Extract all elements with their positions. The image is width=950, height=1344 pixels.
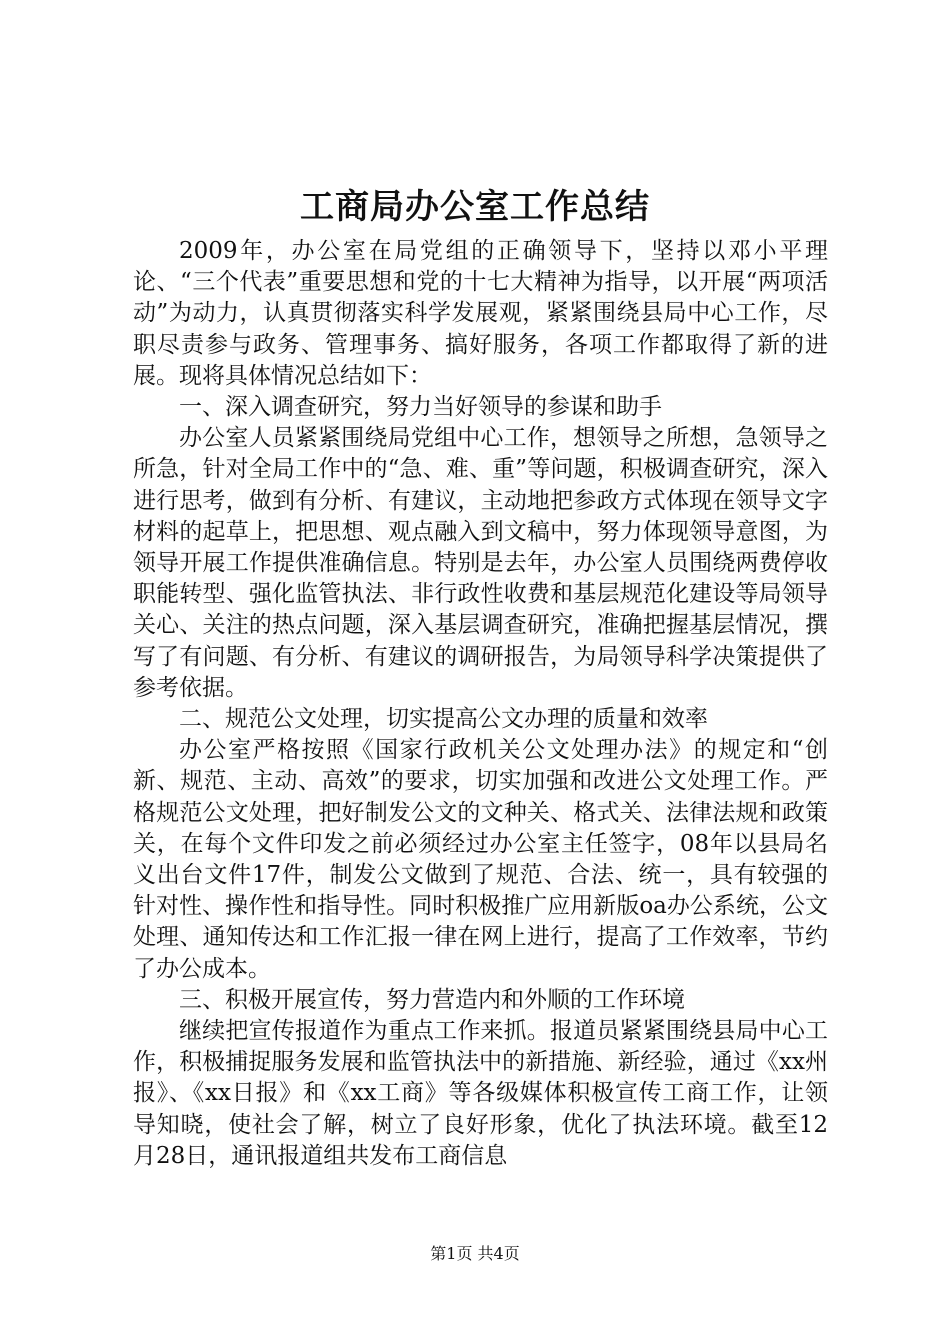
document-title: 工商局办公室工作总结 xyxy=(300,187,650,227)
page-footer: 第1页 共4页 xyxy=(430,1244,520,1263)
document-body xyxy=(133,236,828,1172)
paragraph-section-2: 办公室严格按照《国家行政机关公文处理办法》的规定和“创新、规范、主动、高效”的要求，切实加强和改进公文处理工作。严格规范公文处理，把好制发公文的文种关、格式关、法律法规和政策关，在每个文件印发之前必须经过办公室主任签字，08年以县局名义出台文件17件，制发公文做到了规范、合法、统一，具有较强的针对性、操作性和指导性。同时积极推广应用新版oa办公系统，公文处理、通知传达和工作汇报一律在网上进行，提高了工作效率，节约了办公成本。 xyxy=(133,737,828,982)
section-heading-2: 二、规范公文处理，切实提高公文办理的质量和效率 xyxy=(179,706,708,733)
paragraph-intro: 2009年，办公室在局党组的正确领导下，坚持以邓小平理论、“三个代表”重要思想和党的十七大精神为指导，以开展“两项活动”为动力，认真贯彻落实科学发展观，紧紧围绕县局中心工作，尽职尽责参与政务、管理事务、搞好服务，各项工作都取得了新的进展。现将具体情况总结如下： xyxy=(133,238,828,389)
paragraph-section-1: 办公室人员紧紧围绕局党组中心工作，想领导之所想，急领导之所急，针对全局工作中的“急、难、重”等问题，积极调查研究，深入进行思考，做到有分析、有建议，主动地把参政方式体现在领导文字材料的起草上，把思想、观点融入到文稿中，努力体现领导意图，为领导开展工作提供准确信息。特别是去年，办公室人员围绕两费停收职能转型、强化监管执法、非行政性收费和基层规范化建设等局领导关心、关注的热点问题，深入基层调查研究，准确把握基层情况，撰写了有问题、有分析、有建议的调研报告，为局领导科学决策提供了参考依据。 xyxy=(133,425,828,701)
section-heading-3: 三、积极开展宣传，努力营造内和外顺的工作环境 xyxy=(179,986,685,1013)
section-heading-1: 一、深入调查研究，努力当好领导的参谋和助手 xyxy=(179,394,662,421)
paragraph-section-3: 继续把宣传报道作为重点工作来抓。报道员紧紧围绕县局中心工作，积极捕捉服务发展和监管执法中的新措施、新经验，通过《xx州报》、《xx日报》和《xx工商》等各级媒体积极宣传工商工作，让领导知晓，使社会了解，树立了良好形象，优化了执法环境。截至12月28日，通讯报道组共发布工商信息 xyxy=(133,1018,828,1169)
